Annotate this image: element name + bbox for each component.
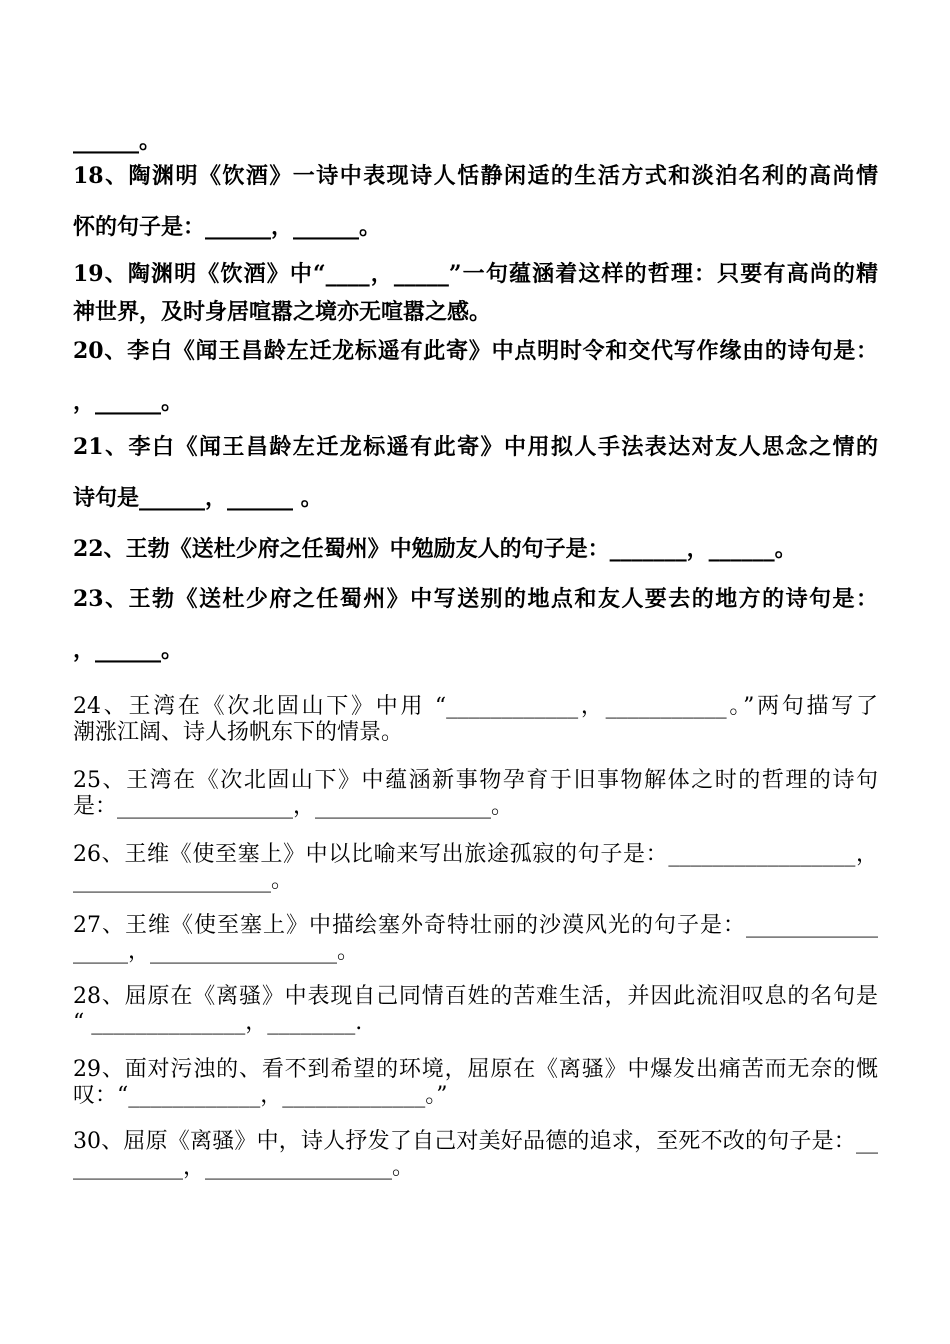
q30-line2: __________，_________________。 [73,1155,415,1180]
q24-line1: 24、王湾在《次北固山下》中用 “____________，___________。”两句描写了 [73,694,878,719]
q29-line1: 29、面对污浊的、看不到希望的环境，屈原在《离骚》中爆发出痛苦而无奈的慨 [73,1057,878,1082]
q21-line2: 诗句是______，______ 。 [73,485,323,511]
q22-line1: 22、王勃《送杜少府之任蜀州》中勉励友人的句子是：_______，______。 [73,536,797,562]
q19-line2: 神世界，及时身居喧嚣之境亦无喧嚣之感。 [73,299,492,325]
q29-line2: 叹：“____________，_____________。” [73,1083,448,1108]
q18-line1: 18、陶渊明《饮酒》一诗中表现诗人恬静闲适的生活方式和淡泊名利的高尚情 [73,163,878,189]
q28-line2: “ ______________，________. [73,1010,363,1035]
q17-tail: ______。 [73,128,162,154]
q18-line2: 怀的句子是：______，______。 [73,214,382,240]
q30-line1: 30、屈原《离骚》中，诗人抒发了自己对美好品德的追求，至死不改的句子是：__ [73,1129,878,1154]
q27-line2: _____，_________________。 [73,939,360,964]
q20-line1: 20、李白《闻王昌龄左迁龙标遥有此寄》中点明时令和交代写作缘由的诗句是： [73,338,878,364]
q27-line1: 27、王维《使至塞上》中描绘塞外奇特壮丽的沙漠风光的句子是：____________ [73,913,878,938]
q26-line1: 26、王维《使至塞上》中以比喻来写出旅途孤寂的句子是：_________________， [73,842,878,867]
q23-line1: 23、王勃《送杜少府之任蜀州》中写送别的地点和友人要去的地方的诗句是： [73,586,878,612]
q24-line2: 潮涨江阔、诗人扬帆东下的情景。 [73,720,404,745]
q23-line2: ，______。 [73,637,184,663]
q19-line1: 19、陶渊明《饮酒》中“____，_____”一句蕴涵着这样的哲理：只要有高尚的精 [73,261,878,287]
q21-line1: 21、李白《闻王昌龄左迁龙标遥有此寄》中用拟人手法表达对友人思念之情的 [73,434,878,460]
q25-line1: 25、王湾在《次北固山下》中蕴涵新事物孕育于旧事物解体之时的哲理的诗句 [73,768,878,793]
q25-line2: 是：________________，________________。 [73,794,514,819]
q26-line2: __________________。 [73,868,294,893]
q28-line1: 28、屈原在《离骚》中表现自己同情百姓的苦难生活，并因此流泪叹息的名句是 [73,984,878,1009]
q20-line2: ，______。 [73,389,184,415]
